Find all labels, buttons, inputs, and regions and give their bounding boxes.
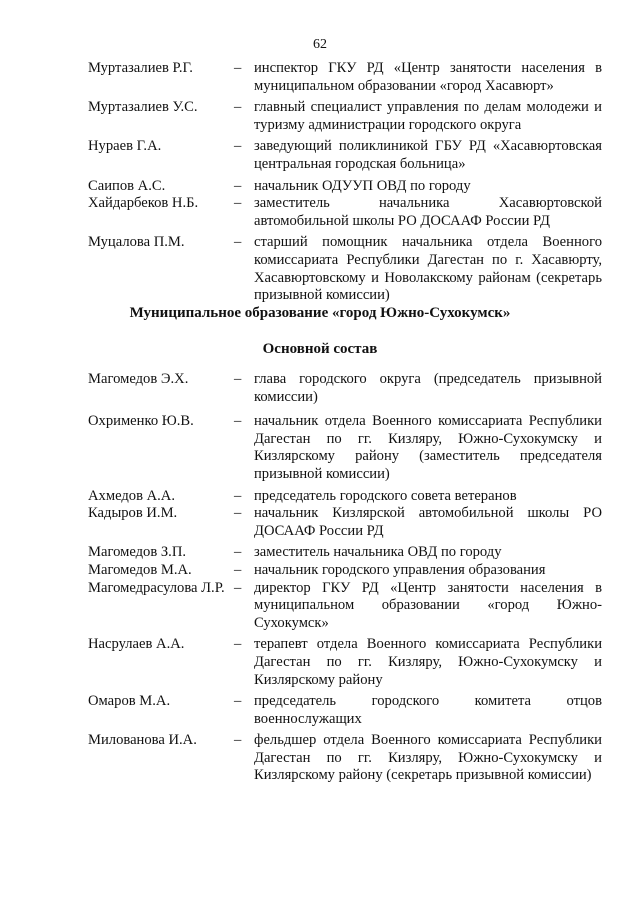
- composition-heading: Основной состав: [262, 341, 378, 357]
- dash-separator: –: [234, 636, 242, 653]
- member-role: заведующий поликлиникой ГБУ РД «Хасавюртовская центральная городская больница»: [254, 138, 602, 172]
- member-role: директор ГКУ РД «Центр занятости населения в муниципальном образовании «город Южно-Сухокумск»: [254, 579, 602, 631]
- list-item: [88, 60, 602, 95]
- dash-separator: –: [234, 195, 242, 212]
- member-role: председатель городского комитета отцов военнослужащих: [254, 693, 602, 727]
- dash-separator: –: [234, 732, 242, 749]
- dash-separator: –: [234, 505, 242, 522]
- dash-separator: –: [234, 693, 242, 710]
- member-name: Ахмедов А.А.: [88, 487, 175, 504]
- list-item: [88, 195, 602, 230]
- list-item: [88, 580, 602, 633]
- dash-separator: –: [234, 561, 242, 578]
- dash-separator: –: [234, 99, 242, 116]
- member-list-bottom: [88, 371, 602, 785]
- member-role: начальник городского управления образования: [254, 561, 546, 578]
- page-number: 62: [313, 37, 327, 52]
- member-role: главный специалист управления по делам молодежи и туризму администрации городского округа: [254, 99, 602, 133]
- member-name: Нураев Г.А.: [88, 138, 162, 155]
- member-role: инспектор ГКУ РД «Центр занятости населения в муниципальном образовании «город Хасавюрт»: [254, 60, 602, 94]
- member-role: начальник отдела Военного комиссариата Республики Дагестан по гг. Кизляру, Южно-Сухокумску и Кизлярскому району (заместитель председателя призывной комиссии): [254, 413, 602, 482]
- member-role: начальник ОДУУП ОВД по городу: [254, 177, 471, 194]
- dash-separator: –: [234, 371, 242, 387]
- list-item: [88, 371, 602, 406]
- list-item: [88, 562, 602, 580]
- list-item: [88, 693, 602, 728]
- dash-separator: –: [234, 234, 242, 251]
- member-role: председатель городского совета ветеранов: [254, 487, 517, 504]
- list-item: [88, 732, 602, 785]
- dash-separator: –: [234, 487, 242, 504]
- member-name: Магомедрасулова Л.Р.: [88, 579, 225, 596]
- list-item: [88, 636, 602, 689]
- dash-separator: –: [234, 60, 242, 76]
- member-list-top: [88, 60, 602, 305]
- member-name: Кадыров И.М.: [88, 505, 178, 522]
- member-role: старший помощник начальника отдела Военного комиссариата Республики Дагестан по г. Хасавюрту, Хасавюртовскому и Новолакскому районам (секретарь призывной комиссии): [254, 234, 602, 304]
- member-name: Магомедов Э.Х.: [88, 371, 189, 387]
- member-name: Муртазалиев У.С.: [88, 99, 198, 116]
- member-role: начальник Кизлярской автомобильной школы РО ДОСААФ России РД: [254, 505, 602, 539]
- dash-separator: –: [234, 413, 242, 430]
- dash-separator: –: [234, 177, 242, 194]
- member-name: Муцалова П.М.: [88, 234, 185, 251]
- dash-separator: –: [234, 579, 242, 596]
- member-name: Магомедов З.П.: [88, 544, 187, 561]
- member-name: Муртазалиев Р.Г.: [88, 60, 193, 76]
- dash-separator: –: [234, 544, 242, 561]
- member-name: Хайдарбеков Н.Б.: [88, 195, 199, 212]
- member-name: Охрименко Ю.В.: [88, 413, 194, 430]
- member-role: заместитель начальника ОВД по городу: [254, 544, 502, 561]
- member-role: терапевт отдела Военного комиссариата Республики Дагестан по гг. Кизляру, Южно-Сухокумску и Кизлярскому району: [254, 636, 602, 688]
- list-item: [88, 234, 602, 304]
- member-name: Омаров М.А.: [88, 693, 171, 710]
- member-role: глава городского округа (председатель призывной комиссии): [254, 371, 602, 405]
- list-item: [88, 505, 602, 540]
- member-name: Магомедов М.А.: [88, 561, 192, 578]
- member-name: Милованова И.А.: [88, 732, 197, 749]
- list-item: [88, 178, 602, 196]
- list-item: [88, 99, 602, 134]
- municipality-heading: Муниципальное образование «город Южно-Сухокумск»: [129, 305, 511, 321]
- list-item: [88, 488, 602, 506]
- dash-separator: –: [234, 138, 242, 155]
- member-name: Саипов А.С.: [88, 177, 166, 194]
- list-item: [88, 544, 602, 562]
- list-item: [88, 413, 602, 483]
- list-item: [88, 138, 602, 173]
- member-name: Насрулаев А.А.: [88, 636, 185, 653]
- member-role: фельдшер отдела Военного комиссариата Республики Дагестан по гг. Кизляру, Южно-Сухокумску и Кизлярскому району (секретарь призывной комиссии): [254, 732, 602, 784]
- member-role: заместитель начальника Хасавюртовской автомобильной школы РО ДОСААФ России РД: [254, 195, 602, 229]
